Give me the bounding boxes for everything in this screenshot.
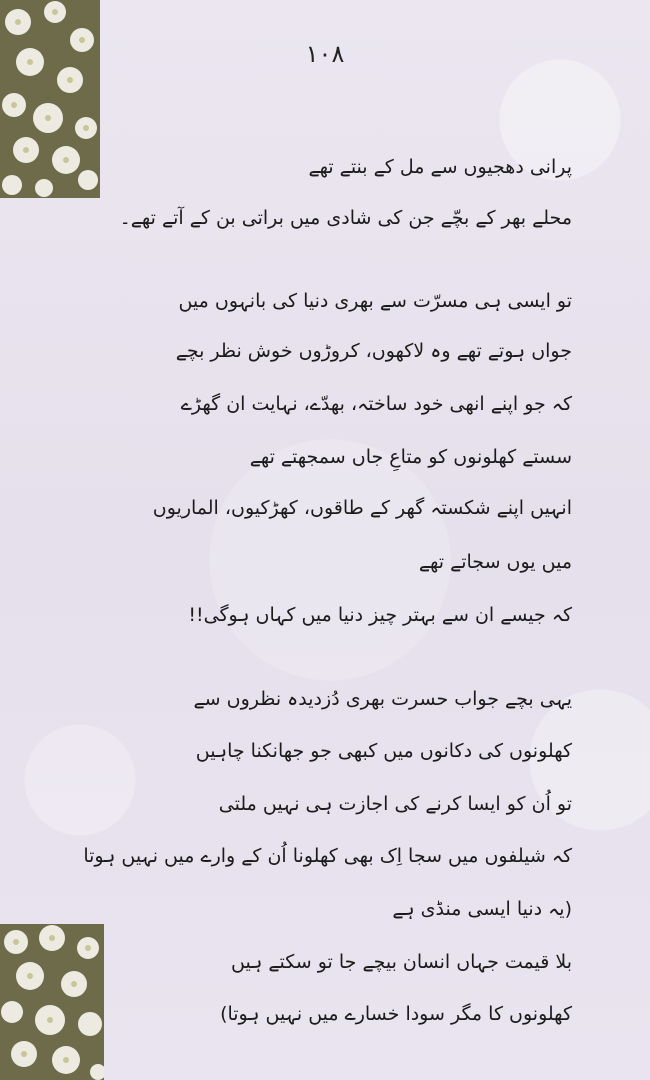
poem-line: محلے بھر کے بچّے جن کی شادی میں براتی بن کے آتے تھے۔ [119, 207, 572, 229]
poem-line: یہی بچے جواب حسرت بھری دُزدیدہ نظروں سے [193, 688, 572, 710]
poem-line: تو ایسی ہی مسرّت سے بھری دنیا کی بانہوں میں [178, 290, 572, 312]
poem-line: (یہ دنیا ایسی منڈی ہے [392, 898, 572, 920]
poem-line: کھلونوں کی دکانوں میں کبھی جو جھانکنا چاہیں [195, 740, 572, 762]
floral-decoration-bottom [0, 924, 104, 1080]
floral-decoration-top [0, 0, 100, 198]
poem-line: جواں ہوتے تھے وہ لاکھوں، کروڑوں خوش نظر بچے [175, 340, 572, 362]
poem-line: بلا قیمت جہاں انسان بیچے جا تو سکتے ہیں [231, 951, 572, 973]
poem-line: کہ جو اپنے انھی خود ساختہ، بھدّے، نہایت ان گھڑے [180, 393, 572, 415]
poem-line: سستے کھلونوں کو متاعِ جاں سمجھتے تھے [249, 446, 572, 468]
poem-line: کہ شیلفوں میں سجا اِک بھی کھلونا اُن کے وارے میں نہیں ہوتا [83, 845, 572, 867]
poem-line: تو اُن کو ایسا کرنے کی اجازت ہی نہیں ملتی [218, 793, 572, 815]
poem-line: انہیں اپنے شکستہ گھر کے طاقوں، کھڑکیوں، الماریوں [152, 497, 572, 519]
poem-line: کھلونوں کا مگر سودا خسارے میں نہیں ہوتا) [220, 1003, 572, 1025]
poem-line: میں یوں سجاتے تھے [418, 551, 572, 573]
poem-line: کہ جیسے ان سے بہتر چیز دنیا میں کہاں ہوگی!! [188, 604, 572, 626]
page-number: ۱۰۸ [305, 40, 345, 68]
poem-line: پرانی دھجیوں سے مل کے بنتے تھے [308, 156, 572, 178]
